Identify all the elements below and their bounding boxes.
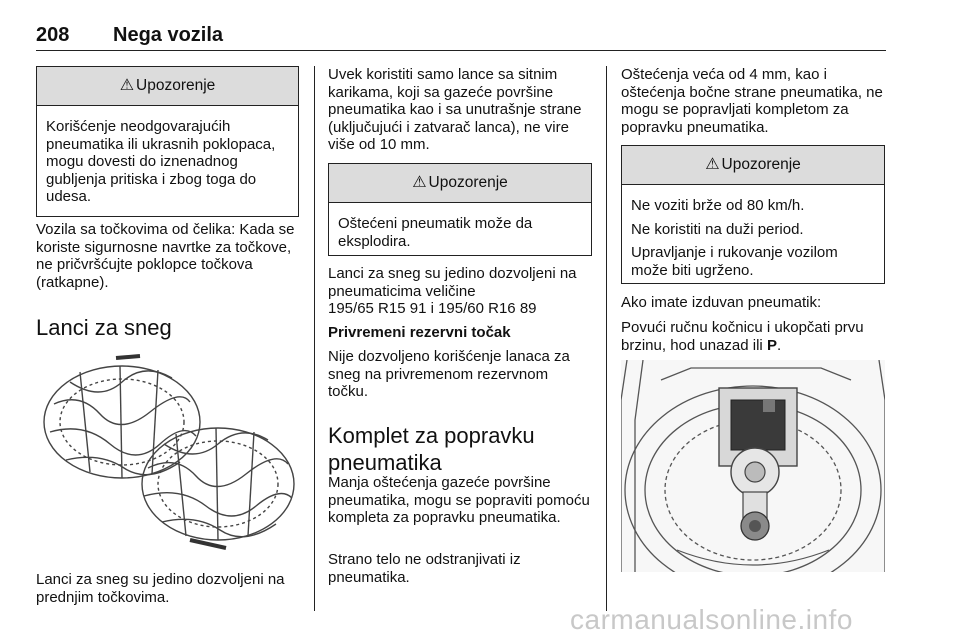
paragraph-steel-wheels: Vozila sa točkovima od čelika: Kada se koriste sigurnosne navrtke za točkove, ne pričvršćujte poklopce točkova (ratkapne). [36,221,295,291]
paragraph-damage-limits: Oštećenja veća od 4 mm, kao i oštećenja bočne strane pneumatika, ne mogu se popravljati kompletom za popravku pneumatika. [621,66,883,136]
warning-body [37,106,298,206]
warning-icon: ⚠ [412,174,427,191]
page-header [36,20,886,51]
warning-line: Ne koristiti na duži period. [631,220,804,238]
warning-box [621,145,885,284]
spare-wheel-well-illustration [621,360,885,572]
warning-header: ⚠ Upozorenje [622,146,884,185]
warning-line: Ne voziti brže od 80 km/h. [631,197,805,214]
column-divider [314,66,315,611]
paragraph-foreign-object: Strano telo ne odstranjivati iz pneumatika. [328,551,521,586]
paragraph-tyre-sizes: Lanci za sneg su jedino dozvoljeni na pneumaticima veličine 195/65 R15 91 i 195/60 R16 89 [328,265,577,317]
paragraph-repair-kit: Manja oštećenja gazeće površine pneumatika, mogu se popraviti pomoću kompleta za popravku pneumatika. [328,474,590,526]
warning-text: Oštećeni pneumatik može da eksplodira. [338,215,533,250]
paragraph-chain-requirements: Uvek koristiti samo lance sa sitnim karikama, koji sa gazeće površine pneumatika kao i sa unutrašnje strane (uključujući i zatvarač lanca), ne vire više od 10 mm. [328,66,582,153]
warning-line: Upravljanje i rukovanje vozilom može biti ugrženo. [631,244,838,279]
caption-front-wheels: Lanci za sneg su jedino dozvoljeni na prednjim točkovima. [36,571,285,606]
page-title: Nega vozila [113,24,224,46]
warning-box [36,66,299,217]
warning-icon: ⚠ [705,156,720,173]
warning-text: Korišćenje neodgovarajućih pneumatika ili ukrasnih poklopaca, mogu dovesti do iznenadnog gubljenja pritiska i zbog toga do udesa. [46,118,276,205]
paragraph-handbrake: Povući ručnu kočnicu i ukopčati prvu brzinu, hod unazad ili P. [621,319,864,354]
warning-header: ⚠ Upozorenje [37,67,298,106]
section-heading-snow-chains: Lanci za sneg [36,315,172,340]
paragraph-temporary-spare: Nije dozvoljeno korišćenje lanaca za sneg na privremenom rezervnom točku. [328,348,570,400]
warning-body [622,185,884,279]
warning-box [328,163,592,256]
warning-icon: ⚠ [119,77,135,94]
warning-header: ⚠ Upozorenje [329,164,591,203]
subheading-temporary-spare: Privremeni rezervni točak [328,324,511,341]
section-heading-repair-kit: Komplet za popravku pneumatika [328,423,535,475]
page-number: 208 [36,24,70,46]
snow-chains-illustration [40,352,298,552]
paragraph-flat-tyre: Ako imate izduvan pneumatik: [621,294,822,311]
watermark: carmanualsonline.info [570,604,853,635]
warning-body [329,203,591,250]
column-divider [606,66,607,611]
